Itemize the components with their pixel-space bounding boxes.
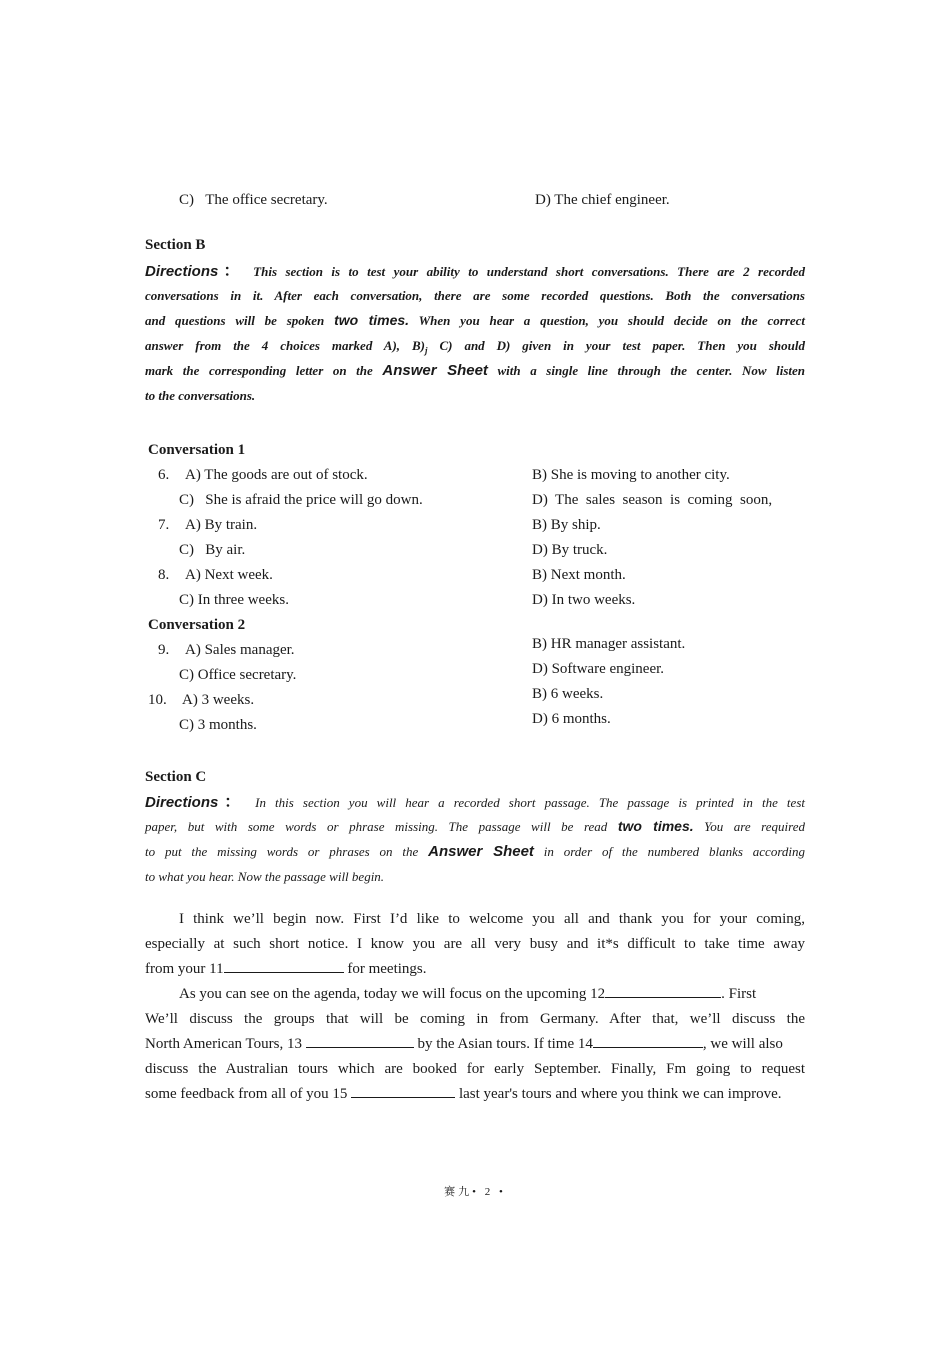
- conversation-1-title: Conversation 1: [148, 442, 246, 458]
- directions-line: answer from the 4 choices marked A), $B)_j$ C) and D) given in your test paper. Then you should: [145, 338, 805, 356]
- question-number: 8.: [158, 567, 170, 583]
- answer-blank-15[interactable]: [351, 1083, 455, 1098]
- directions-colon: ：: [218, 261, 245, 280]
- page-footer: 赛九• 2 •: [444, 1186, 506, 1198]
- choice-b: B) HR manager assistant.: [532, 636, 686, 652]
- directions-colon: ：: [218, 792, 247, 811]
- choice-a: A) By train.: [185, 517, 258, 533]
- directions-line: Directions： This section is to test your ability to understand short conversations. There are 2 recorded: [145, 261, 805, 280]
- answer-blank-13[interactable]: [306, 1033, 414, 1048]
- choice-d: D) By truck.: [532, 542, 608, 558]
- question-number: 10.: [148, 692, 167, 708]
- choice-d: D) 6 months.: [532, 711, 611, 727]
- answer-blank-11[interactable]: [224, 958, 344, 973]
- choice-a: A) Sales manager.: [185, 642, 295, 658]
- passage-line: from your 11 for meetings.: [145, 957, 805, 982]
- choice-a: A) Next week.: [185, 567, 273, 583]
- passage-line: discuss the Australian tours which are booked for early September. Finally, Fm going to request: [145, 1061, 805, 1077]
- choice-b: B) 6 weeks.: [532, 686, 604, 702]
- passage-line: We’ll discuss the groups that will be coming in from Germany. After that, we’ll discuss the: [145, 1011, 805, 1027]
- choice-b: B) Next month.: [532, 567, 626, 583]
- directions-label: Directions: [145, 794, 219, 811]
- choice-a: A) The goods are out of stock.: [185, 467, 368, 483]
- answer-sheet-emphasis: Answer Sheet: [428, 843, 534, 860]
- choice-c: C) By air.: [179, 542, 246, 558]
- directions-label: Directions: [145, 263, 219, 280]
- choice-b: B) By ship.: [532, 517, 601, 533]
- passage-line: As you can see on the agenda, today we will focus on the upcoming 12 . First: [145, 982, 805, 1007]
- choice-c: C) She is afraid the price will go down.: [179, 492, 423, 508]
- directions-line: to put the missing words or phrases on the Answer Sheet in order of the numbered blanks according: [145, 843, 806, 860]
- passage-line: some feedback from all of you 15 last year's tours and where you think we can improve.: [145, 1082, 805, 1107]
- directions-line: Directions： In this section you will hear a recorded short passage. The passage is printed in the test: [145, 792, 805, 811]
- choice-c: C) In three weeks.: [179, 592, 289, 608]
- directions-line: conversations in it. After each conversation, there are some recorded questions. Both the conversations: [145, 288, 805, 303]
- question-number: 7.: [158, 517, 170, 533]
- directions-line: mark the corresponding letter on the Answer Sheet with a single line through the center. Now listen: [145, 362, 805, 379]
- option-c: C) The office secretary.: [179, 192, 328, 208]
- section-c-heading: Section C: [145, 769, 207, 785]
- two-times-emphasis: two times.: [617, 818, 694, 834]
- choice-d: D) The sales season is coming soon,: [532, 492, 773, 508]
- two-times-emphasis: two times.: [334, 312, 410, 328]
- directions-line: paper, but with some words or phrase missing. The passage will be read two times. You are required: [145, 818, 805, 834]
- passage: [145, 907, 805, 1107]
- section-b-directions: [145, 258, 805, 408]
- choice-a: A) 3 weeks.: [182, 692, 255, 708]
- conversation-2-title: Conversation 2: [148, 617, 246, 633]
- section-c-directions: [145, 789, 805, 889]
- choice-d: D) In two weeks.: [532, 592, 636, 608]
- question-number: 9.: [158, 642, 170, 658]
- answer-blank-14[interactable]: [593, 1033, 703, 1048]
- directions-line: and questions will be spoken two times. When you hear a question, you should decide on the correct: [145, 312, 805, 328]
- passage-line: North American Tours, 13 by the Asian tours. If time 14 , we will also: [145, 1032, 805, 1057]
- answer-blank-12[interactable]: [605, 983, 721, 998]
- question-number: 6.: [158, 467, 170, 483]
- choice-d: D) Software engineer.: [532, 661, 665, 677]
- section-b-heading: Section B: [145, 237, 206, 253]
- directions-line: to the conversations.: [145, 388, 256, 403]
- choice-b: B) She is moving to another city.: [532, 467, 730, 483]
- passage-line: especially at such short notice. I know you are all very busy and it*s difficult to take time away: [145, 936, 805, 952]
- directions-line: to what you hear. Now the passage will begin.: [145, 869, 385, 884]
- option-d: D) The chief engineer.: [535, 192, 670, 208]
- choice-c: C) Office secretary.: [179, 667, 297, 683]
- passage-line: I think we’ll begin now. First I’d like to welcome you all and thank you for your coming,: [179, 911, 805, 927]
- choice-c: C) 3 months.: [179, 717, 257, 733]
- answer-sheet-emphasis: Answer Sheet: [382, 362, 488, 379]
